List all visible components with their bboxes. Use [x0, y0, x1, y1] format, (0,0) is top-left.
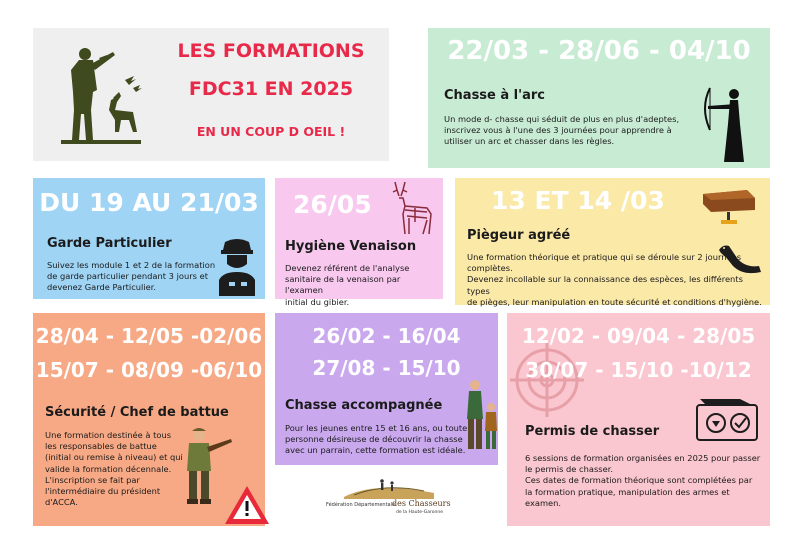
logo-text-sub: de la Haute-Garonne: [396, 510, 444, 515]
arc-title: Chasse à l'arc: [444, 88, 546, 103]
card-chasse-accompagnee: [275, 313, 498, 465]
securite-dates-line-1: 28/04 - 12/05 -02/06: [35, 324, 263, 348]
header-line-1: LES FORMATIONS: [177, 40, 365, 62]
arc-description: Un mode d- chasse qui séduit de plus en plus d'adeptes, inscrivez vous à l'une des 3 journées pour apprendre à utiliser un arc et chasser dans les règles.: [444, 114, 680, 147]
garde-title: Garde Particulier: [47, 236, 172, 251]
header-line-3: EN UN COUP D OEIL !: [196, 124, 346, 139]
piegeur-title: Piègeur agréé: [467, 228, 571, 243]
card-chasse-arc: [428, 28, 770, 168]
header-line-2: FDC31 EN 2025: [188, 78, 354, 100]
header-card: [33, 28, 389, 161]
garde-dates: DU 19 AU 21/03: [39, 188, 259, 217]
card-garde-particulier: [33, 178, 265, 299]
permis-dates-line-1: 12/02 - 09/04 - 28/05: [521, 324, 756, 348]
piegeur-description: Une formation théorique et pratique qui se déroule sur 2 journées complètes. Devenez incollable sur la connaissance des espèces, les différents types de pièges, leur manipulation en toute sécurité et conditions d'hygiène.: [467, 252, 762, 307]
accompagnee-dates-line-1: 26/02 - 16/04: [312, 324, 461, 348]
archer-icon: [700, 84, 760, 164]
card-hygiene-venaison: [275, 178, 443, 307]
hygiene-dates: 26/05: [293, 190, 372, 219]
logo-text-small: Fédération Départementale: [326, 502, 396, 508]
accompagnee-dates-line-2: 27/08 - 15/10: [312, 356, 461, 380]
piegeur-dates: 13 ET 14 /03: [491, 186, 665, 215]
deer-icon: [383, 180, 437, 238]
hygiene-title: Hygiène Venaison: [285, 239, 417, 254]
permis-dates-line-2: 30/07 - 15/10 -10/12: [525, 358, 752, 382]
hunting-license-icon: [696, 397, 758, 441]
accompagnee-description: Pour les jeunes entre 15 et 16 ans, ou toute personne désireuse de découvrir la chasse avec un parrain, cette formation est idéale.: [285, 423, 468, 456]
card-piegeur-agree: [455, 178, 770, 305]
securite-title: Sécurité / Chef de battue: [45, 405, 229, 420]
accompagnee-title: Chasse accompagnée: [285, 398, 443, 413]
hygiene-description: Devenez référent de l'analyse sanitaire de la venaison par l'examen initial du gibier.: [285, 263, 410, 307]
permis-description: 6 sessions de formation organisées en 2025 pour passer le permis de chasser. Ces dates de formation théorique sont complétées par la formation pratique, manipulation des armes et examen.: [525, 453, 761, 508]
box-trap-icon: [699, 186, 759, 228]
federation-logo: [322, 471, 456, 519]
permis-title: Permis de chasser: [525, 424, 660, 439]
logo-text-big: des Chasseurs: [392, 499, 451, 508]
card-securite-battue: [33, 313, 265, 526]
garde-description: Suivez les module 1 et 2 de la formation de garde particulier pendant 3 jours et devenez Garde Particulier.: [47, 260, 216, 293]
securite-dates-line-2: 15/07 - 08/09 -06/10: [35, 358, 263, 382]
arc-dates: 22/03 - 28/06 - 04/10: [447, 36, 751, 66]
warning-triangle-icon: [223, 483, 271, 527]
federation-logo-icon: [344, 473, 434, 499]
securite-description: Une formation destinée à tous les responsables de battue (initial ou remise à niveau) et qui valide la formation décennale. L'inscription se fait par l'intermédiaire du président d'ACCA.: [45, 430, 183, 508]
policeman-icon: [215, 238, 259, 296]
card-permis-chasser: [507, 313, 770, 526]
